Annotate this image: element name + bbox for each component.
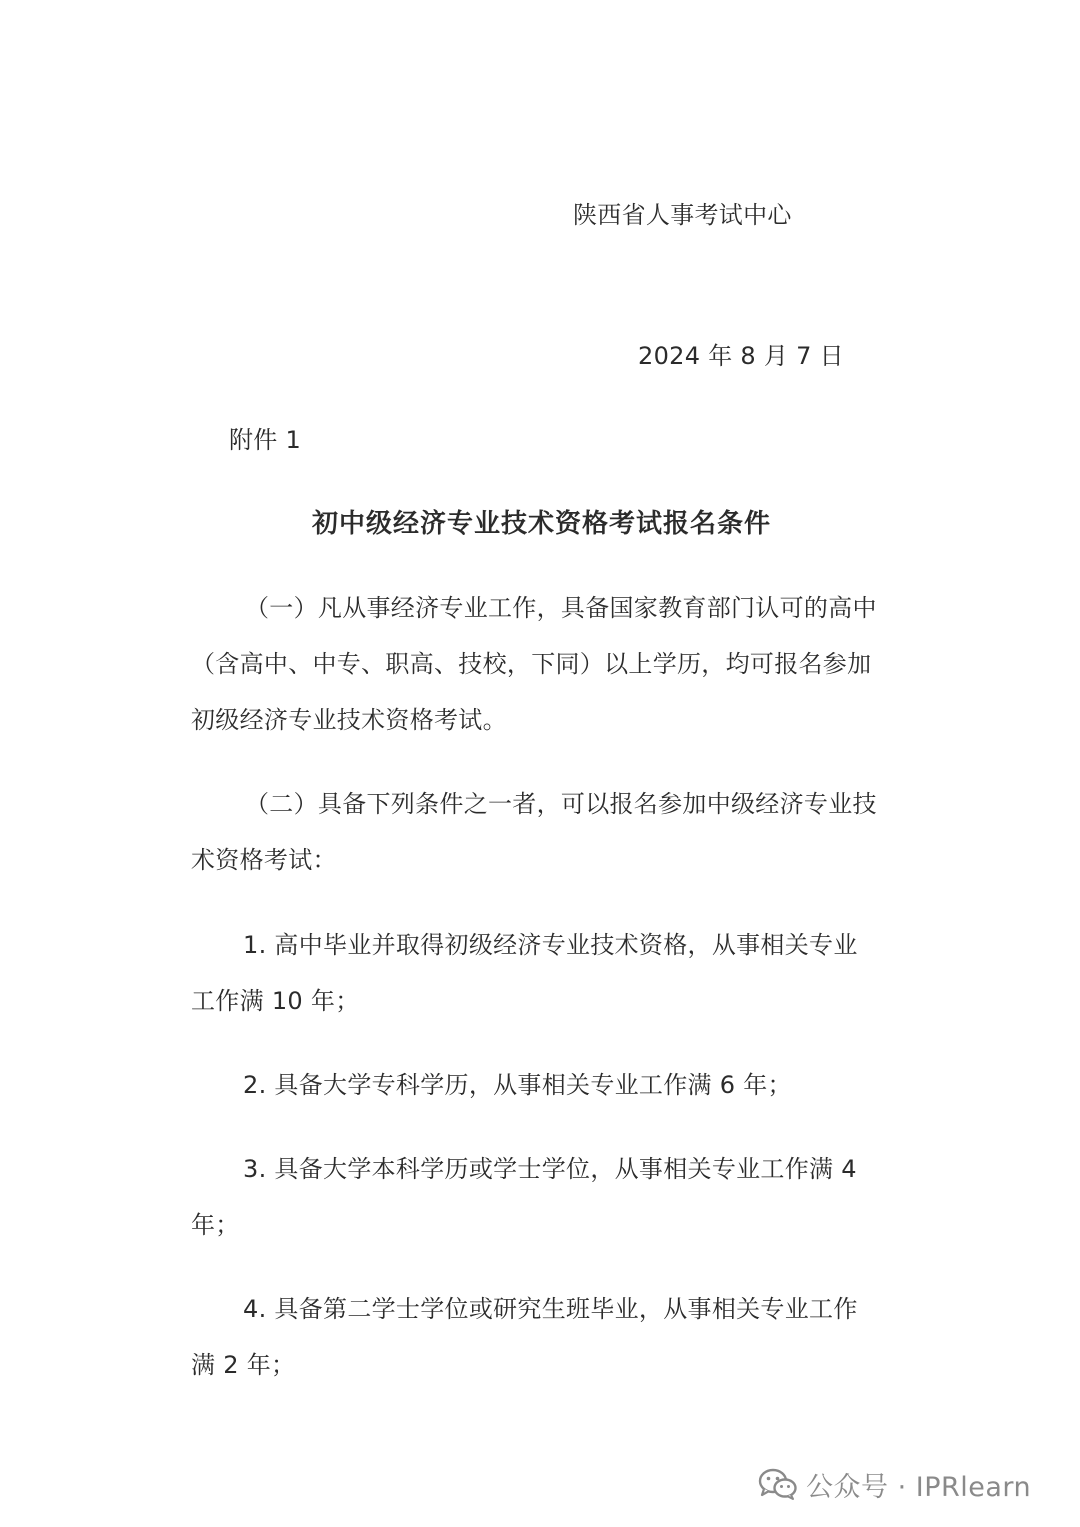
item-2-line-1: 2. 具备大学专科学历，从事相关专业工作满 6 年； — [243, 1071, 792, 1099]
attachment-label: 附件 1 — [229, 426, 302, 454]
item-4-line-1: 4. 具备第二学士学位或研究生班毕业，从事相关专业工作 — [243, 1295, 858, 1323]
issue-date: 2024 年 8 月 7 日 — [638, 342, 844, 370]
paragraph-1-line-2: （含高中、中专、职高、技校，下同）以上学历，均可报名参加 — [191, 650, 872, 678]
paragraph-2-line-1: （二）具备下列条件之一者，可以报名参加中级经济专业技 — [245, 790, 877, 818]
paragraph-2-line-2: 术资格考试： — [191, 846, 337, 874]
item-3-line-1: 3. 具备大学本科学历或学士学位，从事相关专业工作满 4 — [243, 1155, 857, 1183]
wechat-watermark — [758, 1462, 1031, 1506]
item-3-line-2: 年； — [191, 1211, 240, 1239]
wechat-icon — [758, 1467, 798, 1501]
item-1-line-1: 1. 高中毕业并取得初级经济专业技术资格，从事相关专业 — [243, 931, 858, 959]
item-1-line-2: 工作满 10 年； — [191, 987, 360, 1015]
paragraph-1-line-3: 初级经济专业技术资格考试。 — [191, 706, 507, 734]
item-4-line-2: 满 2 年； — [191, 1351, 296, 1379]
issuer-name: 陕西省人事考试中心 — [573, 201, 792, 229]
paragraph-1-line-1: （一）凡从事经济专业工作，具备国家教育部门认可的高中 — [245, 594, 877, 622]
document-title: 初中级经济专业技术资格考试报名条件 — [312, 509, 772, 539]
watermark-text: 公众号 · IPRlearn — [806, 1471, 1032, 1503]
